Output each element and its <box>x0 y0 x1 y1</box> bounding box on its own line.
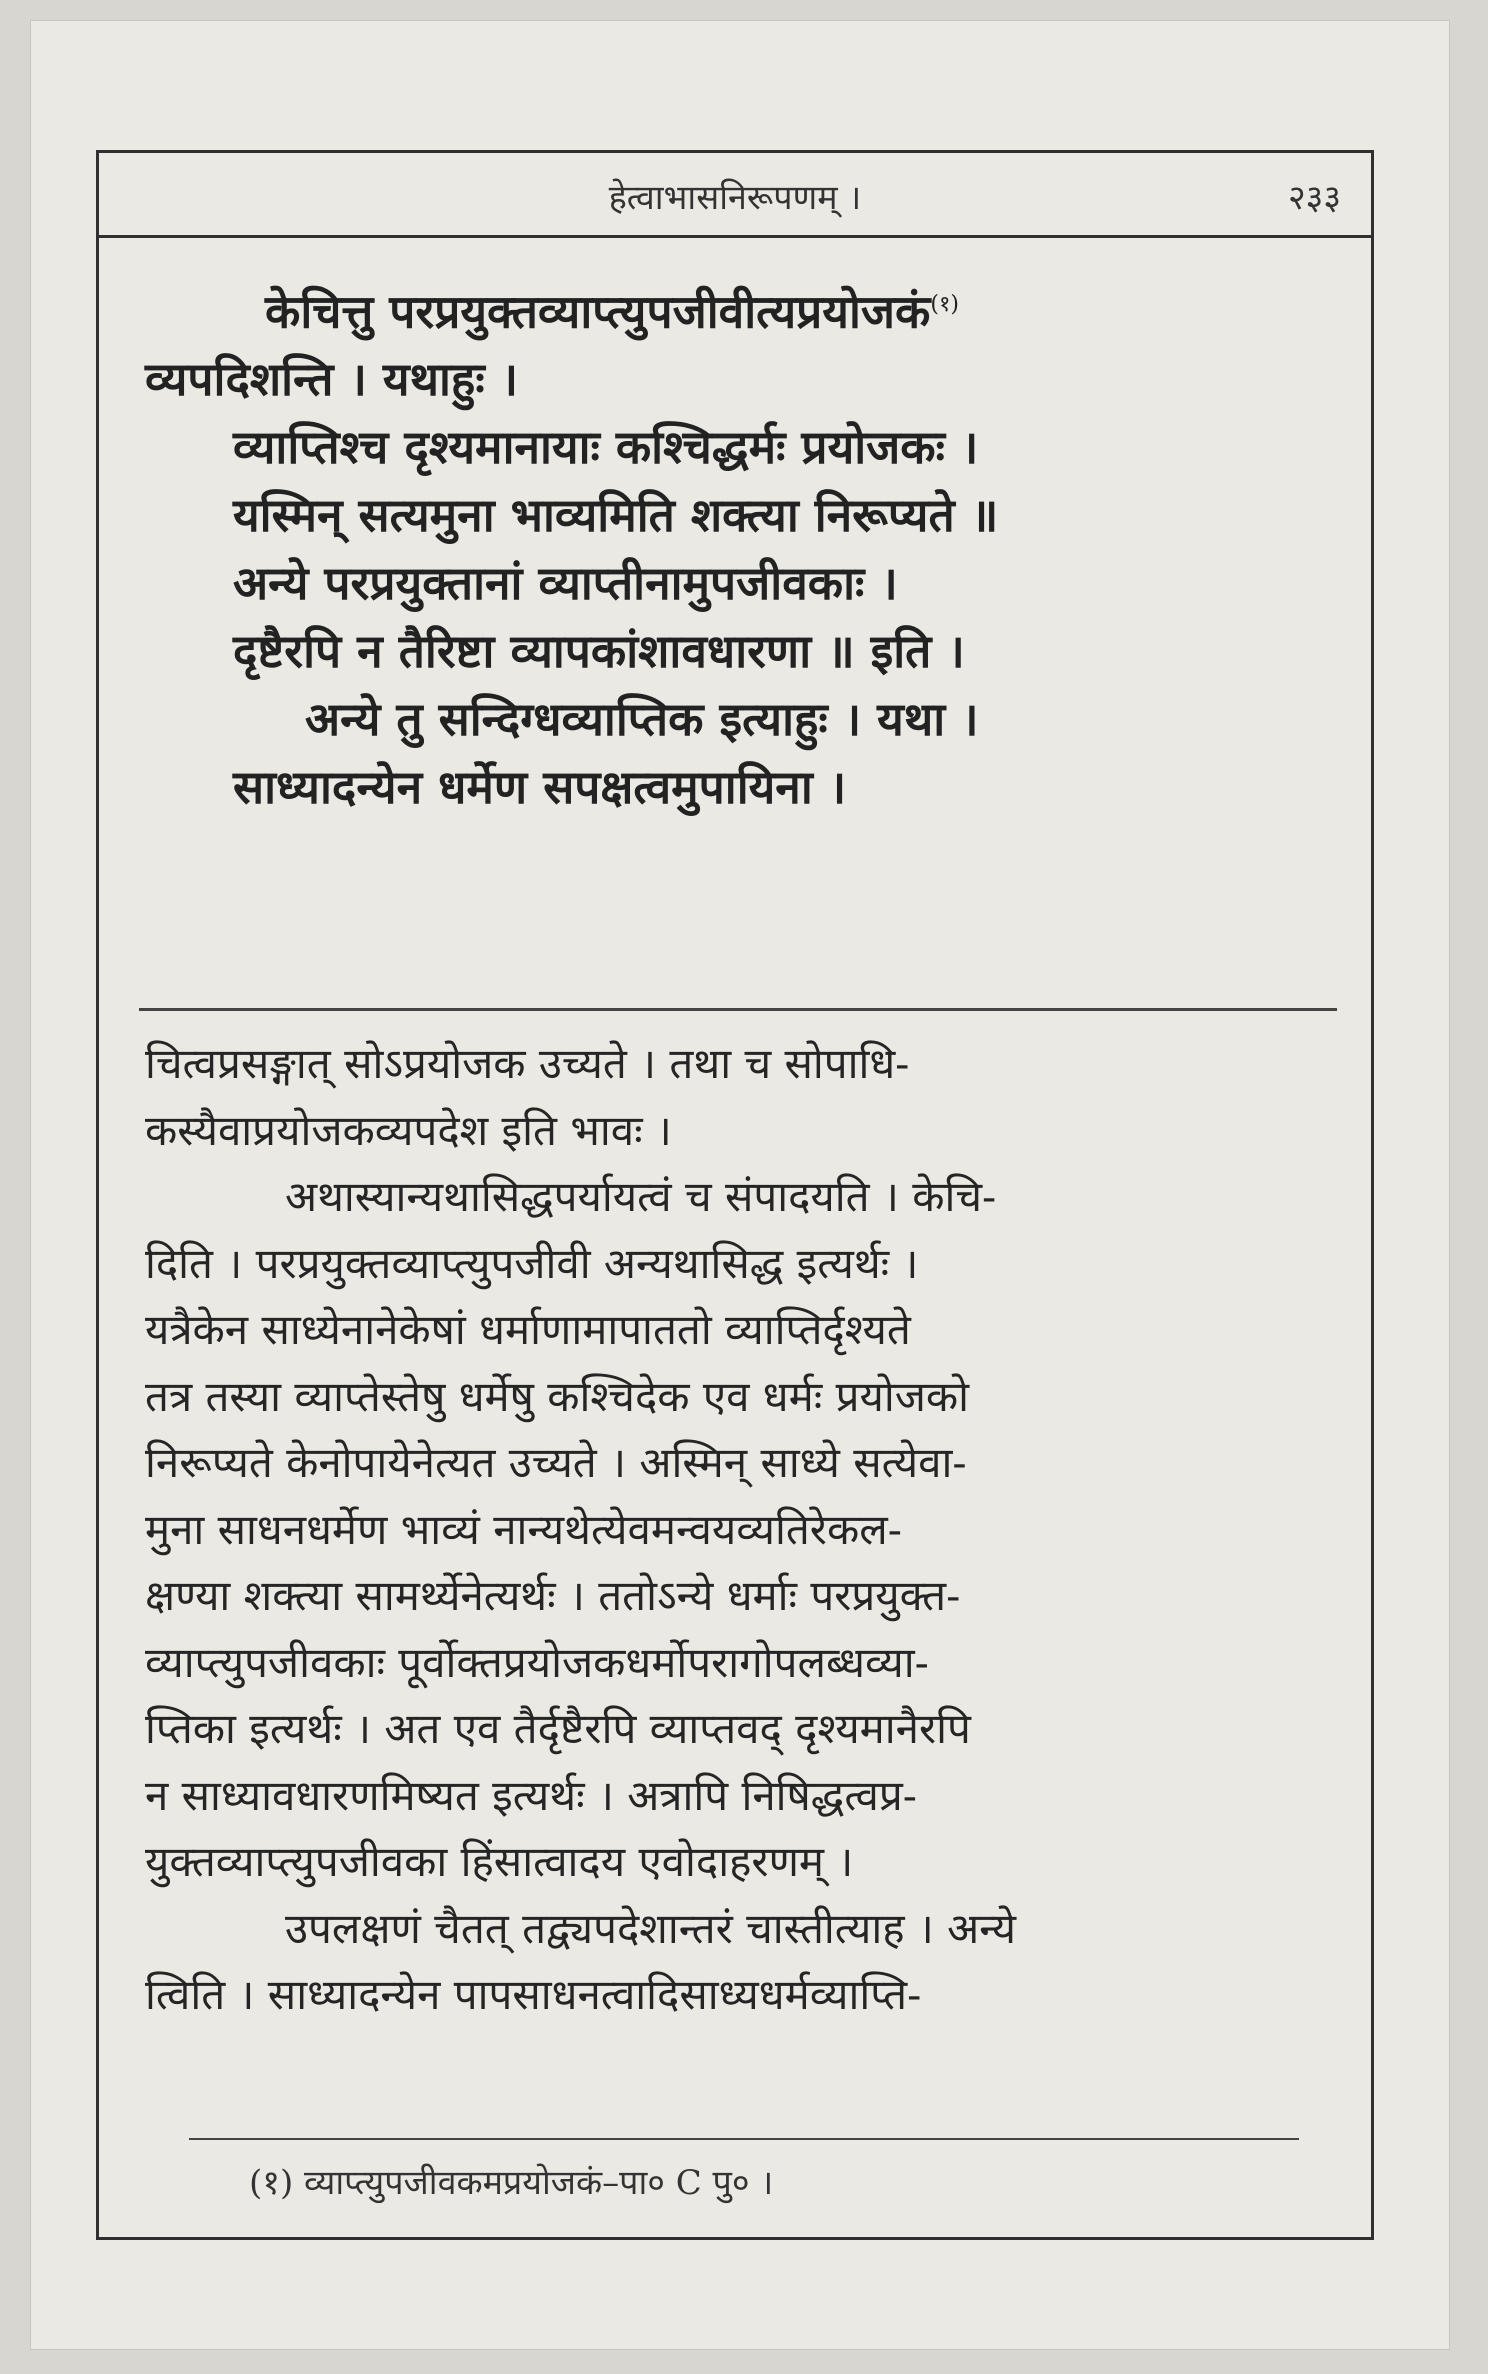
commentary-line: उपलक्षणं चैतत् तद्व्यपदेशान्तरं चास्तीत्याह । अन्ये <box>285 1903 1016 1953</box>
verse-block <box>145 271 1345 821</box>
commentary-line: न साध्यावधारणमिष्यत इत्यर्थः । अत्रापि निषिद्धत्वप्र- <box>145 1770 917 1820</box>
footnote-marker: (१) <box>930 292 959 317</box>
commentary-line: चित्वप्रसङ्गात् सोऽप्रयोजक उच्यते । तथा च सोपाधि- <box>145 1039 910 1088</box>
commentary-line: प्तिका इत्यर्थः । अत एव तैर्दृष्टैरपि व्याप्तवद् दृश्यमानैरपि <box>145 1704 971 1753</box>
verse-line: साध्यादन्येन धर्मेण सपक्षत्वमुपायिना । <box>233 760 847 815</box>
commentary-line: यत्रैकेन साध्येनानेकेषां धर्माणामापाततो व्याप्तिर्दृश्यते <box>145 1305 911 1354</box>
commentary-line: कस्यैवाप्रयोजकव्यपदेश इति भावः । <box>145 1105 672 1155</box>
commentary-line: निरूप्यते केनोपायेनेत्यत उच्यते । अस्मिन् साध्ये सत्येवा- <box>145 1438 967 1487</box>
commentary-line: व्याप्त्युपजीवकाः पूर्वोक्तप्रयोजकधर्मोपरागोपलब्धव्या- <box>145 1637 929 1687</box>
verse-line: केचित्तु परप्रयुक्तव्याप्त्युपजीवीत्यप्रयोजकं$^{(१)}$ <box>265 284 959 339</box>
verse-line: व्याप्तिश्च दृश्यमानायाः कश्चिद्धर्मः प्रयोजकः । <box>233 420 979 475</box>
footnote: (१) व्याप्त्युपजीवकमप्रयोजकं–पा० C पु० । <box>249 2163 774 2203</box>
commentary-line: अथास्यान्यथासिद्धपर्यायत्वं च संपादयति । केचि- <box>285 1172 997 1221</box>
verse-line: अन्ये तु सन्दिग्धव्याप्तिक इत्याहुः । यथा । <box>305 692 979 747</box>
commentary-line: क्षण्या शक्त्या सामर्थ्येनेत्यर्थः । ततोऽन्ये धर्माः परप्रयुक्त- <box>145 1571 961 1620</box>
commentary-line: युक्तव्याप्त्युपजीवका हिंसात्वादय एवोदाहरणम् । <box>145 1837 854 1886</box>
page-number: २३३ <box>1287 178 1341 218</box>
verse-line: अन्ये परप्रयुक्तानां व्याप्तीनामुपजीवकाः । <box>233 556 898 611</box>
commentary-line: मुना साधनधर्मेण भाव्यं नान्यथेत्येवमन्वयव्यतिरेकल- <box>145 1504 902 1554</box>
verse-line: यस्मिन् सत्यमुना भाव्यमिति शक्त्या निरूप्यते ॥ <box>233 488 999 543</box>
footnote-rule <box>189 2138 1299 2140</box>
verse-line: व्यपदिशन्ति । यथाहुः । <box>145 352 519 407</box>
commentary-line: त्विति । साध्यादन्येन पापसाधनत्वादिसाध्यधर्मव्याप्ति- <box>145 1970 922 2019</box>
scanned-page <box>30 20 1450 2350</box>
verse-line: दृष्टैरपि न तैरिष्टा व्यापकांशावधारणा ॥ इति । <box>233 624 965 679</box>
commentary-line: दिति । परप्रयुक्तव्याप्त्युपजीवी अन्यथासिद्ध इत्यर्थः । <box>145 1238 919 1288</box>
page-frame <box>96 150 1374 2240</box>
section-separator <box>139 1008 1337 1011</box>
commentary-block <box>145 1031 1345 2029</box>
page-header <box>99 153 1371 238</box>
running-title: हेत्वाभासनिरूपणम् । <box>608 178 862 218</box>
commentary-line: तत्र तस्या व्याप्तेस्तेषु धर्मेषु कश्चिदेक एव धर्मः प्रयोजको <box>145 1371 970 1421</box>
